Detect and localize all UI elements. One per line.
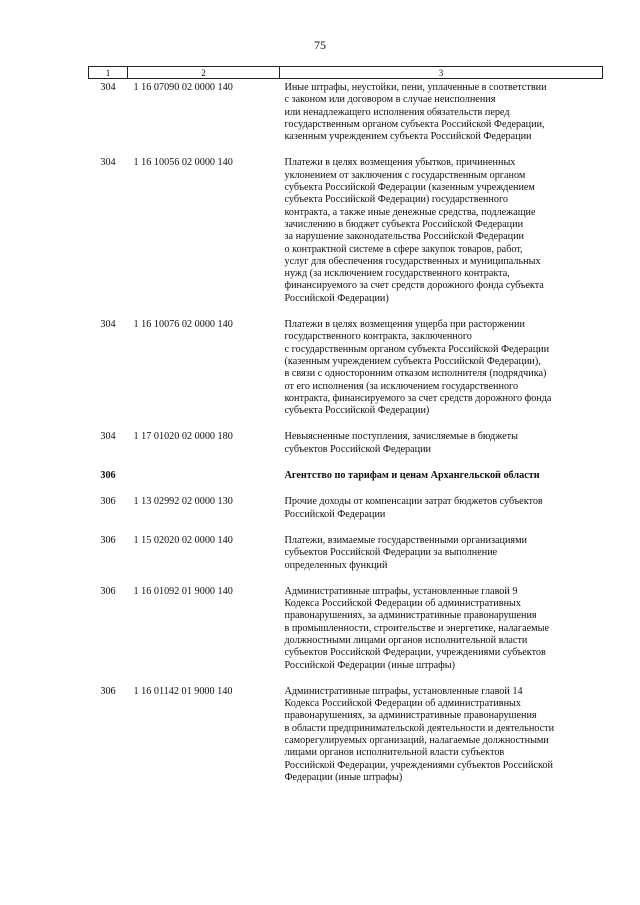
description-line: нужд (за исключением государственного контракта, — [284, 268, 510, 280]
description-line: Российской Федерации) — [284, 292, 389, 304]
description-line: (казенным учреждением субъекта Российской Федерации), — [284, 355, 541, 367]
description-line: Кодекса Российской Федерации об административных — [284, 598, 521, 610]
description-line: правонарушениях, за административные правонарушения — [284, 710, 537, 722]
description-cell — [280, 686, 603, 798]
description-line: зачислению в бюджет субъекта Российской Федерации — [284, 218, 524, 230]
description-line: Платежи в целях возмещения убытков, причиненных — [284, 157, 516, 169]
budget-code-cell: 1 16 01142 01 9000 140 — [133, 685, 233, 697]
table-row — [89, 496, 603, 535]
agency-title-cell — [280, 470, 603, 496]
budget-code-cell: 1 13 02992 02 0000 130 — [133, 496, 233, 508]
description-cell — [280, 157, 603, 319]
description-line: должностными лицами органов исполнительной власти — [284, 634, 528, 646]
budget-code-cell: 1 16 01092 01 9000 140 — [133, 585, 233, 597]
description-line: государственного контракта, заключенного — [284, 331, 472, 343]
page-number: 75 — [314, 38, 326, 52]
column-header-description: 3 — [280, 67, 603, 79]
description-line: определенных функций — [284, 559, 388, 571]
description-line: Российской Федерации (иные штрафы) — [284, 659, 455, 671]
description-line: в промышленности, строительстве и энергетике, налагаемые — [284, 622, 549, 634]
description-cell — [280, 319, 603, 431]
table-row — [89, 157, 603, 319]
admin-code-cell: 304 — [100, 319, 116, 331]
table-row — [89, 319, 603, 431]
admin-code-cell: 304 — [100, 431, 116, 443]
table-row — [89, 431, 603, 470]
description-line: Иные штрафы, неустойки, пени, уплаченные в соответствии — [284, 82, 547, 93]
description-line: финансируемого за счет средств дорожного фонда субъекта — [284, 280, 544, 292]
description-line: контракта, финансируемого за счет средств дорожного фонда — [284, 392, 552, 404]
description-line: контракта, а также иные денежные средства, подлежащие — [284, 206, 536, 218]
table-row — [89, 535, 603, 586]
admin-code-cell: 304 — [100, 82, 116, 93]
description-line: от его исполнения (за исключением государственного — [284, 380, 519, 392]
description-line: Административные штрафы, установленные главой 9 — [284, 585, 518, 597]
description-cell — [280, 535, 603, 586]
description-line: субъектов Российской Федерации, учреждениями субъектов — [284, 647, 546, 659]
description-cell — [280, 431, 603, 470]
description-line: субъектов Российской Федерации за выполнение — [284, 547, 498, 559]
table-body — [89, 79, 603, 799]
description-line: в области предпринимательской деятельности и деятельности — [284, 722, 555, 734]
column-header-admin: 1 — [89, 67, 128, 79]
column-header-code: 2 — [128, 67, 280, 79]
description-line: субъекта Российской Федерации) — [284, 405, 430, 417]
admin-code-cell: 306 — [100, 496, 116, 508]
description-line: саморегулируемых организаций, налагаемые должностными — [284, 735, 549, 747]
description-line: с государственным органом субъекта Российской Федерации — [284, 343, 550, 355]
budget-code-cell: 1 16 10076 02 0000 140 — [133, 319, 233, 331]
admin-code-cell: 304 — [100, 157, 116, 169]
table-header-row — [89, 67, 603, 79]
budget-code-cell: 1 17 01020 02 0000 180 — [133, 431, 233, 443]
budget-code-cell: 1 16 07090 02 0000 140 — [133, 82, 233, 93]
description-line: Агентство по тарифам и ценам Архангельской области — [284, 470, 540, 482]
description-line: с законом или договором в случае неисполнения — [284, 94, 496, 106]
admin-code-cell: 306 — [100, 534, 116, 546]
description-line: Административные штрафы, установленные главой 14 — [284, 685, 523, 697]
description-line: субъектов Российской Федерации — [284, 443, 432, 455]
description-line: в связи с односторонним отказом исполнителя (подрядчика) — [284, 368, 547, 380]
table-group-row — [89, 470, 603, 496]
description-line: услуг для обеспечения государственных и муниципальных — [284, 255, 541, 267]
description-cell — [280, 586, 603, 686]
description-cell — [280, 79, 603, 158]
description-line: Российской Федерации, учреждениями субъектов Российской — [284, 759, 553, 771]
description-line: Платежи в целях возмещения ущерба при расторжении — [284, 319, 525, 331]
table-row — [89, 586, 603, 686]
admin-code-cell: 306 — [100, 585, 116, 597]
description-line: казенным учреждением субъекта Российской Федерации — [284, 131, 532, 143]
description-line: правонарушениях, за административные правонарушения — [284, 610, 537, 622]
description-cell — [280, 496, 603, 535]
description-line: о контрактной системе в сфере закупок товаров, работ, — [284, 243, 523, 255]
description-line: субъекта Российской Федерации) государственного — [284, 194, 509, 206]
budget-code-cell: 1 15 02020 02 0000 140 — [133, 534, 233, 546]
description-line: Российской Федерации — [284, 508, 386, 520]
description-line: Невыясненные поступления, зачисляемые в бюджеты — [284, 431, 518, 443]
description-line: субъекта Российской Федерации (казенным учреждением — [284, 182, 535, 194]
budget-code-cell: 1 16 10056 02 0000 140 — [133, 157, 233, 169]
admin-code-cell: 306 — [100, 470, 116, 482]
description-line: Прочие доходы от компенсации затрат бюджетов субъектов — [284, 496, 543, 508]
description-line: государственным органом субъекта Российской Федерации, — [284, 118, 545, 130]
table-row — [89, 79, 603, 158]
description-line: Федерации (иные штрафы) — [284, 771, 403, 783]
description-line: или ненадлежащего исполнения обязательств перед — [284, 106, 510, 118]
revenue-codes-table — [88, 66, 603, 798]
description-line: уклонением от заключения с государственным органом — [284, 169, 526, 181]
budget-code-cell — [128, 470, 280, 496]
description-line: за нарушение законодательства Российской Федерации — [284, 231, 525, 243]
admin-code-cell: 306 — [100, 685, 116, 697]
description-line: лицами органов исполнительной власти субъектов — [284, 747, 505, 759]
description-line: Платежи, взимаемые государственными организациями — [284, 534, 527, 546]
table-row — [89, 686, 603, 798]
description-line: Кодекса Российской Федерации об административных — [284, 698, 521, 710]
